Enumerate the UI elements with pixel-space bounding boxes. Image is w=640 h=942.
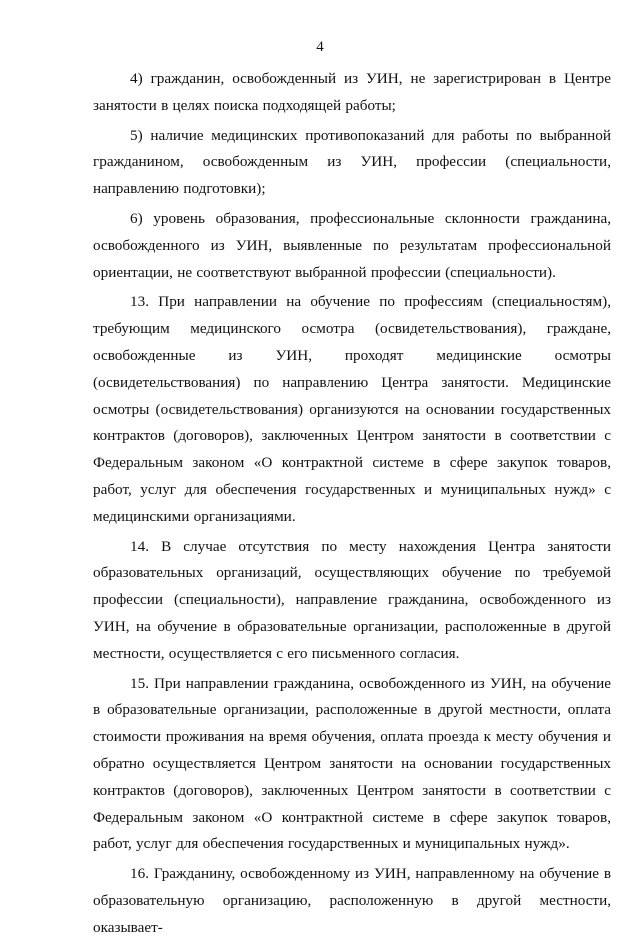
paragraph-14: 14. В случае отсутствия по месту нахождения Центра занятости образовательных организаций, осуществляющих обучение по требуемой профессии (специальности), направление гражданина, освобожденного из УИН, на обучение в образовательные организации, расположенные в другой местности, осуществляется с его письменного согласия. bbox=[93, 537, 611, 662]
paragraph-item-5: 5) наличие медицинских противопоказаний для работы по выбранной гражданином, освобожденным из УИН, профессии (специальности, направлению подготовки); bbox=[93, 126, 611, 198]
document-body bbox=[93, 66, 611, 942]
paragraph-item-4: 4) гражданин, освобожденный из УИН, не зарегистрирован в Центре занятости в целях поиска подходящей работы; bbox=[93, 70, 611, 114]
paragraph-13: 13. При направлении на обучение по профессиям (специальностям), требующим медицинского осмотра (освидетельствования), граждане, освобожденные из УИН, проходят медицинские осмотры (освидетельствования) по направлению Центра занятости. Медицинские осмотры (освидетельствования) организуются на основании государственных контрактов (договоров), заключенных Центром занятости в соответствии с Федеральным законом «О контрактной системе в сфере закупок товаров, работ, услуг для обеспечения государственных и муниципальных нужд» с медицинскими организациями. bbox=[93, 293, 611, 525]
page-number: 4 bbox=[316, 39, 324, 55]
paragraph-15: 15. При направлении гражданина, освобожденного из УИН, на обучение в образовательные организации, расположенные в другой местности, оплата стоимости проживания на время обучения, оплата проезда к месту обучения и обратно осуществляется Центром занятости на основании государственных контрактов (договоров), заключенных Центром занятости в соответствии с Федеральным законом «О контрактной системе в сфере закупок товаров, работ, услуг для обеспечения государственных и муниципальных нужд». bbox=[93, 674, 611, 853]
paragraph-item-6: 6) уровень образования, профессиональные склонности гражданина, освобожденного из УИН, выявленные по результатам профессиональной ориентации, не соответствуют выбранной профессии (специальности). bbox=[93, 209, 611, 281]
paragraph-16: 16. Гражданину, освобожденному из УИН, направленному на обучение в образовательную организацию, расположенную в другой местности, оказывает- bbox=[93, 865, 611, 936]
